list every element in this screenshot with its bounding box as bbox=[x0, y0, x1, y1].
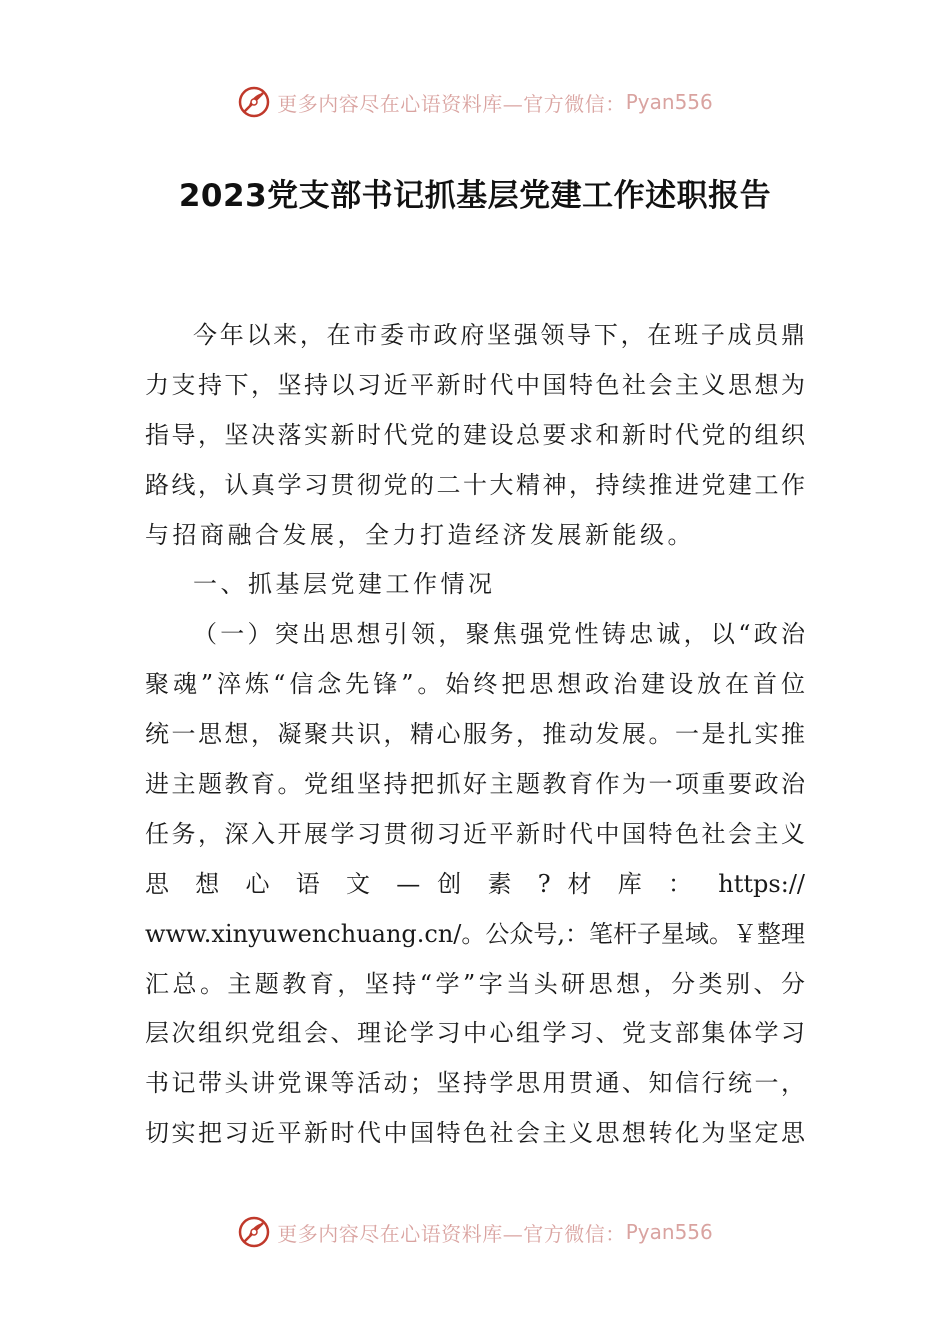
banner-contact: Pyan556 bbox=[625, 90, 713, 114]
paragraph-line: 今年以来，在市委市政府坚强领导下，在班子成员鼎 bbox=[193, 321, 805, 349]
paragraph-line: 汇总。主题教育，坚持“学”字当头研思想，分类别、分 bbox=[145, 969, 805, 998]
quill-logo-icon bbox=[237, 1215, 271, 1249]
document-title: 2023党支部书记抓基层党建工作述职报告 bbox=[178, 178, 772, 214]
paragraph-line: 指导，坚决落实新时代党的建设总要求和新时代党的组织 bbox=[145, 420, 805, 449]
paragraph-line: www.xinyuwenchuang.cn/。公众号,：笔杆子星域。￥整理 bbox=[145, 919, 805, 948]
quill-logo-icon bbox=[237, 85, 271, 119]
paragraph-line: 切实把习近平新时代中国特色社会主义思想转化为坚定思 bbox=[145, 1119, 805, 1148]
paragraph-line: 聚魂”淬炼“信念先锋”。始终把思想政治建设放在首位 bbox=[145, 670, 805, 699]
paragraph-line: 层次组织党组会、理论学习中心组学习、党支部集体学习 bbox=[145, 1019, 805, 1048]
section-heading: 一、抓基层党建工作情况 bbox=[193, 570, 496, 599]
paragraph-line: 任务，深入开展学习贯彻习近平新时代中国特色社会主义 bbox=[145, 819, 805, 848]
document-body bbox=[145, 311, 805, 1159]
paragraph-line: 路线，认真学习贯彻党的二十大精神，持续推进党建工作 bbox=[145, 470, 805, 499]
paragraph-line: 思 想 心 语 文 — 创 素 ? 材 库 ： https:// bbox=[145, 869, 805, 898]
paragraph-line: 统一思想，凝聚共识，精心服务，推动发展。一是扎实推 bbox=[145, 720, 805, 749]
paragraph-line: 力支持下，坚持以习近平新时代中国特色社会主义思想为 bbox=[145, 370, 805, 399]
paragraph-line: 与招商融合发展，全力打造经济发展新能级。 bbox=[145, 520, 695, 549]
paragraph-line: 书记带头讲党课等活动；坚持学思用贯通、知信行统一， bbox=[145, 1069, 805, 1098]
header-watermark-banner bbox=[0, 82, 950, 122]
footer-watermark-banner bbox=[0, 1212, 950, 1252]
banner-text: 更多内容尽在心语资料库—官方微信： bbox=[277, 1221, 626, 1246]
paragraph-line: （一）突出思想引领，聚焦强党性铸忠诚，以“政治 bbox=[193, 620, 805, 649]
paragraph-line: 进主题教育。党组坚持把抓好主题教育作为一项重要政治 bbox=[145, 770, 805, 799]
banner-text: 更多内容尽在心语资料库—官方微信： bbox=[277, 91, 626, 116]
banner-contact: Pyan556 bbox=[625, 1220, 713, 1244]
